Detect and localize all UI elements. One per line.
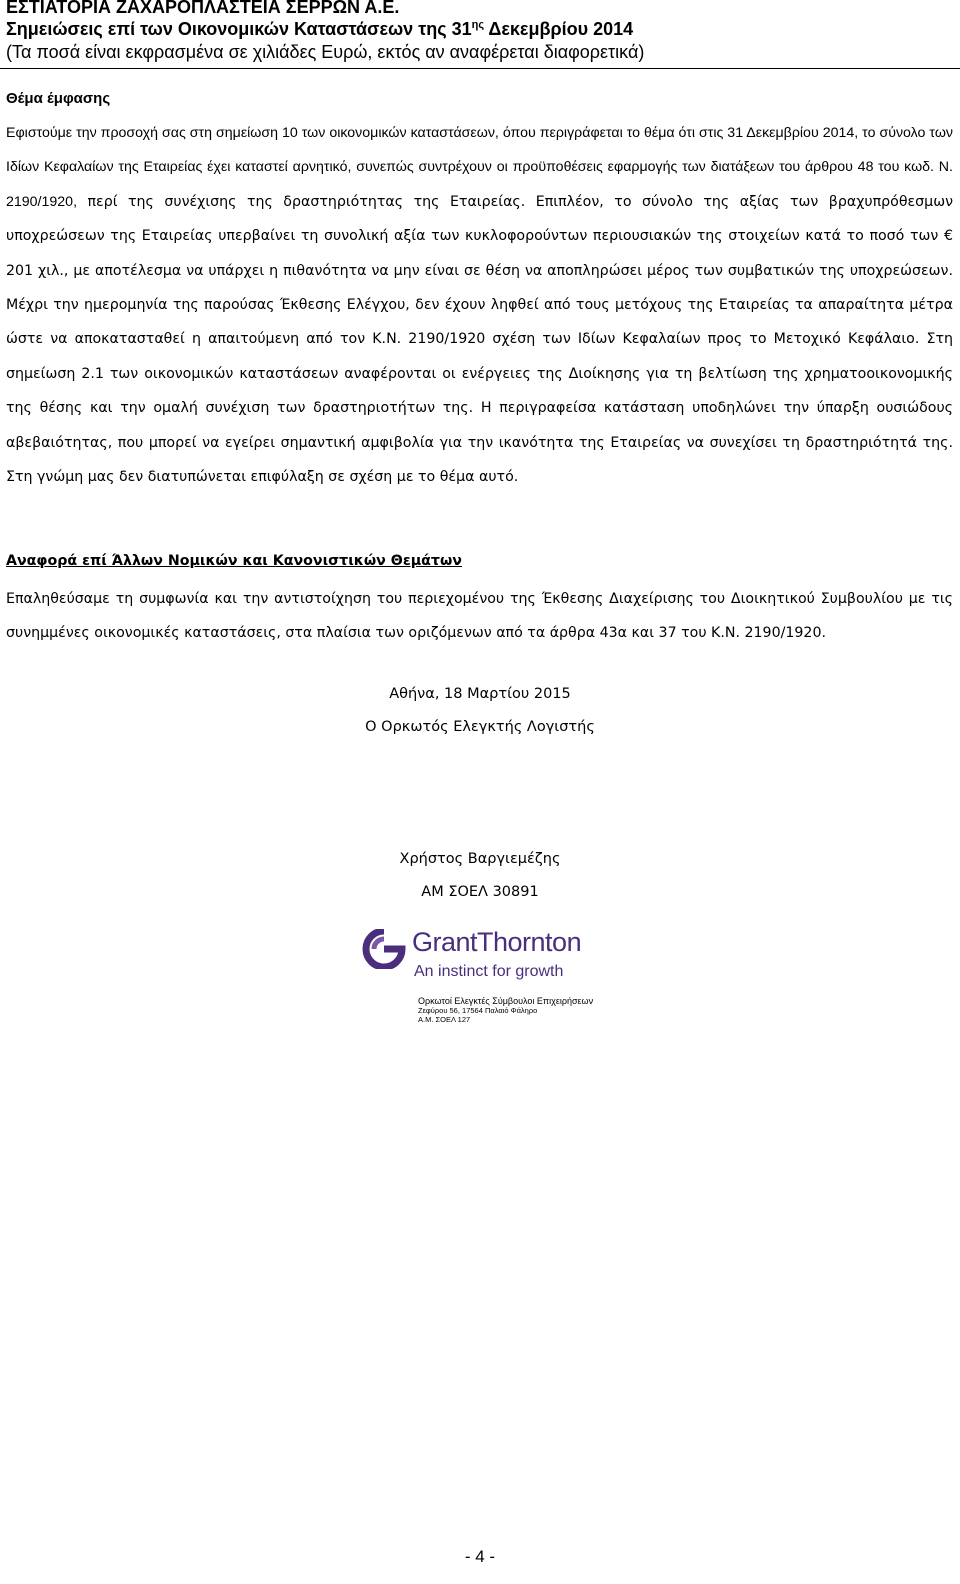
- legal-matters-paragraph: Επαληθεύσαμε τη συμφωνία και την αντιστοίχηση του περιεχομένου της Έκθεσης Διαχείρισης του Διοικητικού Συμβουλίου με τις συνημμένες οικονομικές καταστάσεις, στα πλαίσια των οριζόμενων από τα άρθρα 43α και 37 του Κ.Ν. 2190/1920.: [6, 591, 953, 641]
- legal-matters-heading: Αναφορά επί Άλλων Νομικών και Κανονιστικών Θεμάτων: [6, 553, 462, 569]
- grant-thornton-logo: [362, 925, 594, 1035]
- currency-note: (Τα ποσά είναι εκφρασμένα σε χιλιάδες Ευρώ, εκτός αν αναφέρεται διαφορετικά): [6, 42, 645, 62]
- logo-wordmark: GrantThornton: [412, 927, 582, 957]
- logo-tagline: An instinct for growth: [414, 963, 564, 980]
- page-number: - 4 -: [464, 1547, 496, 1566]
- place-date: Αθήνα, 18 Μαρτίου 2015: [389, 686, 571, 702]
- header-divider: [0, 68, 960, 69]
- company-name: ΕΣΤΙΑΤΟΡΙΑ ΖΑΧΑΡΟΠΛΑΣΤΕΙΑ ΣΕΡΡΩΝ Α.Ε.: [6, 0, 400, 17]
- stamp-line-2: Ζεφύρου 56, 17564 Παλαιό Φάληρο: [418, 1006, 538, 1015]
- stamp-line-1: Ορκωτοί Ελεγκτές Σύμβουλοι Επιχειρήσεων: [418, 996, 594, 1006]
- auditor-registration: ΑΜ ΣΟΕΛ 30891: [421, 884, 539, 900]
- ordinal-suffix: ης: [471, 19, 485, 31]
- document-title: Σημειώσεις επί των Οικονομικών Καταστάσεων της $31^{\eta\varsigma}$ Δεκεμβρίου 2014: [6, 19, 634, 39]
- auditor-name: Χρήστος Βαργιεμέζης: [399, 851, 561, 867]
- stamp-line-3: Α.Μ. ΣΟΕΛ 127: [418, 1015, 471, 1024]
- page-header: [6, 0, 954, 64]
- auditor-role: Ο Ορκωτός Ελεγκτής Λογιστής: [365, 719, 595, 735]
- emphasis-paragraph: [6, 116, 953, 494]
- emphasis-text-part2: περί της συνέχισης της δραστηριότητας της Εταιρείας. Επιπλέον, το σύνολο της αξίας των βραχυπρόθεσμων υποχρεώσεων της Εταιρείας υπερβαίνει τη συνολική αξία των κυκλοφορούντων περιουσιακών της στοιχείων κατά το ποσό των € 201 χιλ., με αποτέλεσμα να υπάρχει η πιθανότητα να μην είναι σε θέση να αποπληρώσει μέρος των συμβατικών της υποχρεώσεων. Μέχρι την ημερομηνία της παρούσας Έκθεσης Ελέγχου, δεν έχουν ληφθεί από τους μετόχους της Εταιρείας τα απαραίτητα μέτρα ώστε να αποκατασταθεί η απαιτούμενη από τον Κ.Ν. 2190/1920 σχέση των Ιδίων Κεφαλαίων προς το Μετοχικό Κεφάλαιο. Στη σημείωση 2.1 των οικονομικών καταστάσεων αναφέρονται οι ενέργειες της Διοίκησης για τη βελτίωση της χρηματοοικονομικής της θέσης και την ομαλή συνέχιση των δραστηριοτήτων της. Η περιγραφείσα κατάσταση υποδηλώνει την ύπαρξη ουσιώδους αβεβαιότητας, που μπορεί να εγείρει σημαντική αμφιβολία για την ικανότητα της Εταιρείας να συνεχίσει τη δραστηριότητά της. Στη γνώμη μας δεν διατυπώνεται επιφύλαξη σε σχέση με το θέμα αυτό.: [6, 193, 953, 486]
- emphasis-heading: Θέμα έμφασης: [6, 90, 111, 107]
- emphasis-text-part1: Εφιστούμε την προσοχή σας στη σημείωση 10 των οικονομικών καταστάσεων, όπου περιγράφεται το θέμα ότι στις 31 Δεκεμβρίου 2014, το σύνολο των Ιδίων Κεφαλαίων της Εταιρείας έχει καταστεί αρνητικό, συνεπώς συντρέχουν οι προϋποθέσεις εφαρμογής των διατάξεων του άρθρου 48 του κωδ. Ν. 2190/1920,: [6, 125, 953, 210]
- grant-thornton-mark-icon: [362, 929, 406, 969]
